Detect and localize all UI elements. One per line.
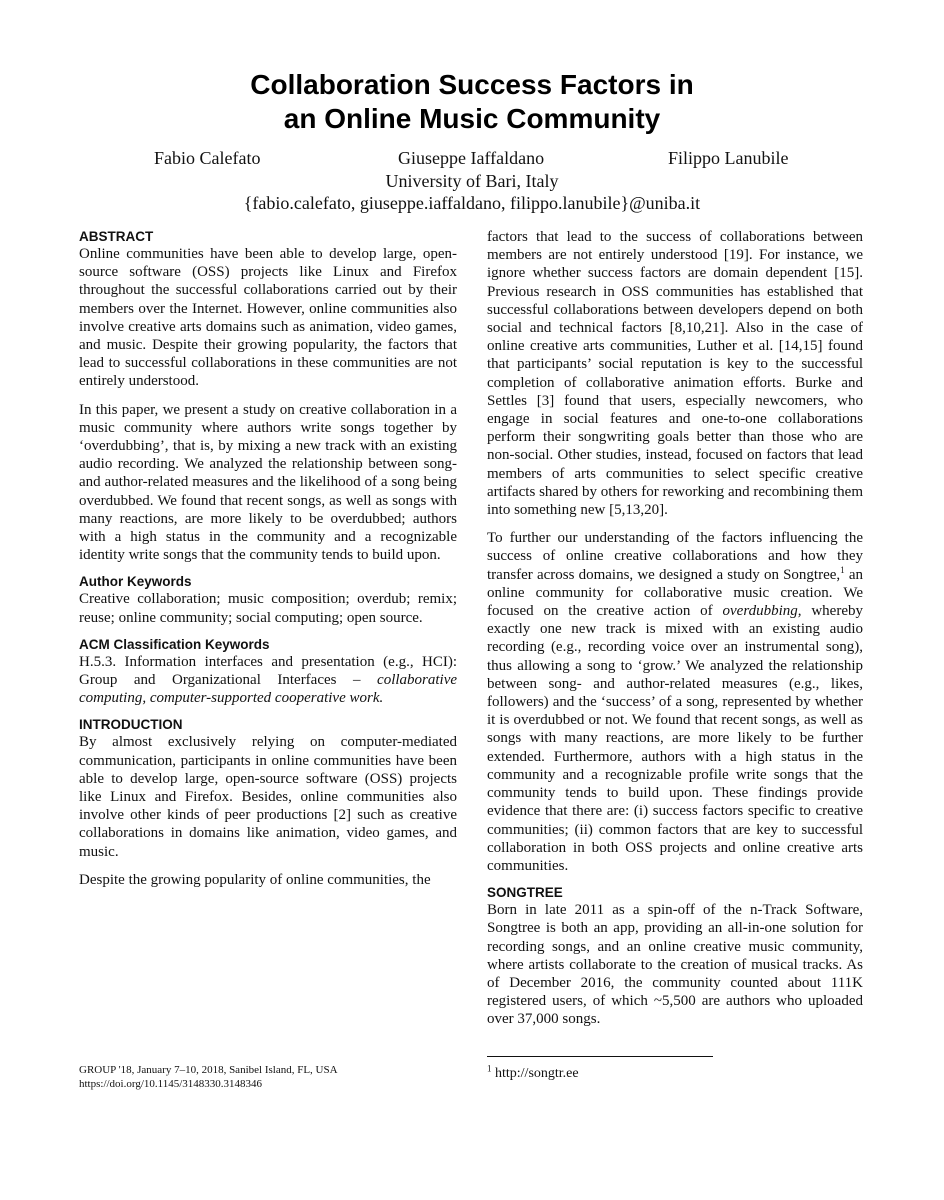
title-line-2: an Online Music Community <box>283 103 661 134</box>
footnote-url[interactable]: http://songtr.ee <box>491 1066 579 1081</box>
author-keywords-text: Creative collaboration; music composition; overdub; remix; reuse; online community; social computing; open source. <box>79 591 457 626</box>
abstract-paragraph-2: In this paper, we present a study on creative collaboration in a music community where authors write songs together by ‘overdubbing’, that is, by mixing a new track with an existing audio recording. We analyzed the relationship between song- and author-related measures and the likelihood of a song being overdubbed. We found that recent songs, as well as songs with many reactions, are more likely to be overdubbed; authors with a high status in the community and a recognizable identity write songs that the community tends to build upon. <box>79 401 457 564</box>
footnote-rule <box>487 1056 713 1057</box>
songtree-paragraph: Born in late 2011 as a spin-off of the n-Track Software, Songtree is both an app, providing an all-in-one solution for recording songs, and an online creative music community, where artists collaborate to the creation of musical tracks. As of December 2016, the community counted about 111K registered users, of which ~5,500 are authors who uploaded over 37,000 songs. <box>487 902 863 1028</box>
author-2: Giuseppe Iaffaldano <box>398 148 545 168</box>
author-1: Fabio Calefato <box>154 148 261 168</box>
footer-venue: GROUP '18, January 7–10, 2018, Sanibel Island, FL, USA <box>79 1064 338 1076</box>
introduction-paragraph-1: By almost exclusively relying on computer-mediated communication, participants in online communities have been able to develop large, open-source software (OSS) projects like Linux and Firefox. Besides, online communities also involve other kinds of peer productions [2] such as creative collaborations in domains like animation, video games, and music. <box>79 734 457 860</box>
affiliation: University of Bari, Italy <box>385 171 559 191</box>
right-column <box>487 228 863 1029</box>
footer-doi[interactable]: https://doi.org/10.1145/3148330.3148346 <box>79 1078 263 1090</box>
abstract-paragraph-1: Online communities have been able to develop large, open-source software (OSS) projects like Linux and Firefox throughout the successful collaborations carried out by their members over the Internet. However, online communities also involve creative arts domains such as animation, video games, and music. Despite their growing popularity, the factors that lead to successful collaborations in these communities are not entirely understood. <box>79 246 457 390</box>
author-keywords-heading: Author Keywords <box>79 574 192 590</box>
author-3: Filippo Lanubile <box>668 148 789 168</box>
footnote-reference: 1 <box>840 564 845 575</box>
para-italic-term: overdubbing, <box>722 603 802 620</box>
acm-heading: ACM Classification Keywords <box>79 636 270 652</box>
abstract-heading: ABSTRACT <box>79 229 154 244</box>
acm-text <box>79 653 457 708</box>
para-text-b: an online community for collaborative music creation. We focused on the creative action of <box>487 566 863 620</box>
acm-text-italic: collaborative computing, computer-supported cooperative work. <box>79 672 458 707</box>
footnote-mark: 1 <box>487 1063 492 1074</box>
footnote <box>487 1065 579 1082</box>
acm-text-plain: H.5.3. Information interfaces and presentation (e.g., HCI): Group and Organizational Interfaces – <box>79 653 457 689</box>
songtree-heading: SONGTREE <box>487 885 563 901</box>
introduction-heading: INTRODUCTION <box>79 717 183 733</box>
para-text-c: whereby exactly one new track is mixed with an existing audio recording (e.g., recording voice over an instrumental song), thus allowing a song to ‘grow.’ We analyzed the relationship between song- and author-related measures (e.g., likes, followers) and the ‘success’ of a song, represented by whether it is overdubbed or not. We found that recent songs, as well as songs with many reactions, are more likely to be further extended. Furthermore, authors with a high status in the community and a recognizable profile write songs that the community tends to build upon. These findings provide evidence that there are: (i) success factors specific to creative communities; (ii) common factors that are key to successful collaboration in both OSS projects and online creative arts communities. <box>487 603 863 874</box>
author-emails: {fabio.calefato, giuseppe.iaffaldano, filippo.lanubile}@uniba.it <box>243 193 701 213</box>
introduction-paragraph-2-start: Despite the growing popularity of online communities, the <box>79 871 431 888</box>
paper-title <box>0 68 944 136</box>
intro-continued-paragraph: factors that lead to the success of collaborations between members are not entirely understood [19]. For instance, we ignore whether success factors are domain dependent [15]. Previous research in OSS communities has established that successful collaborations between developers depend on both social and technical factors [8,10,21]. Also in the case of online creative arts communities, Luther et al. [14,15] found that participants’ social reputation is key to the successful completion of collaborative animation efforts. Burke and Settles [3] found that users, especially newcomers, who engage in social features and one-to-one collaborations perform their songwriting goals better than those who are non-social. Other studies, instead, focused on factors that lead members of arts communities to select specific creative artifacts shared by others for reworking and recombining them into something new [5,13,20]. <box>487 229 863 519</box>
intro-songtree-paragraph <box>487 529 863 875</box>
conference-footer <box>79 1063 338 1091</box>
para-text-a: To further our understanding of the factors influencing the success of online creative collaborations and how they transfer across domains, we designed a study on Songtree, <box>487 530 863 583</box>
left-column <box>79 228 457 889</box>
title-line-1: Collaboration Success Factors in <box>250 69 694 100</box>
